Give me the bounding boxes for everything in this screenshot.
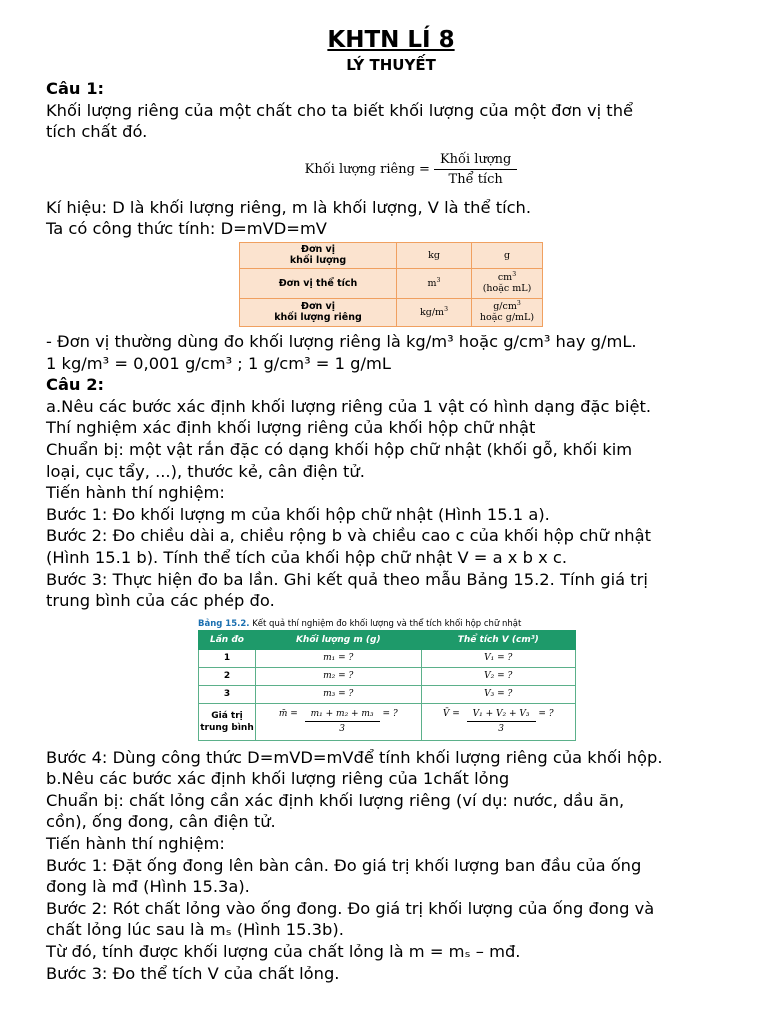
- table-cell: Đơn vị thể tích: [240, 268, 397, 298]
- table-cell: [421, 703, 575, 740]
- page-subtitle: LÝ THUYẾT: [346, 56, 436, 74]
- formula-denominator: Thể tích: [448, 172, 503, 188]
- formula-numerator: Khối lượng: [434, 152, 517, 170]
- table-cell: m₁ = ?: [256, 649, 422, 667]
- table-cell: V₂ = ?: [421, 667, 575, 685]
- unit-exponent: 3: [516, 300, 521, 308]
- page-title: KHTN LÍ 8: [327, 27, 455, 53]
- table-caption: [198, 618, 576, 630]
- text-line: Bước 4: Dùng công thức D=mVD=mVđể tính khối lượng riêng của khối hộp.: [46, 747, 663, 767]
- table-header: Khối lượng m (g): [256, 630, 422, 649]
- table-cell: g: [472, 242, 543, 268]
- text-line: Kí hiệu: D là khối lượng riêng, m là khối lượng, V là thể tích.: [46, 197, 532, 217]
- avg-v-numerator: V₁ + V₂ + V₃: [467, 709, 536, 722]
- unit-base: m: [427, 277, 437, 289]
- table-cell: m₃ = ?: [256, 685, 422, 703]
- table-caption-text: Kết quả thí nghiệm đo khối lượng và thể tích khối hộp chữ nhật: [249, 618, 522, 629]
- text-line: Tiến hành thí nghiệm:: [46, 483, 225, 503]
- table-cell: Giá trị trung bình: [199, 703, 256, 740]
- table-row: [199, 667, 576, 685]
- unit-exponent: 3: [512, 271, 517, 279]
- unit-exponent: 3: [444, 305, 448, 313]
- avg-m-numerator: m₁ + m₂ + m₃: [305, 709, 380, 722]
- density-formula: [86, 143, 736, 197]
- table-row: [240, 268, 543, 298]
- table-cell: Đơn vị khối lượng: [240, 242, 397, 268]
- table-cell: Đơn vị khối lượng riêng: [240, 298, 397, 326]
- avg-v-fraction: [467, 709, 536, 734]
- table-row: [240, 242, 543, 268]
- text-line: (Hình 15.1 b). Tính thể tích của khối hộp chữ nhật V = a x b x c.: [46, 547, 568, 567]
- table-cell: V₃ = ?: [421, 685, 575, 703]
- table-cell: kg: [397, 242, 472, 268]
- text-line: Bước 2: Rót chất lỏng vào ống đong. Đo giá trị khối lượng của ống đong và: [46, 898, 655, 918]
- text-line: cồn), ống đong, cân điện tử.: [46, 812, 276, 832]
- table-header: Lần đo: [199, 630, 256, 649]
- unit-note: hoặc g/mL): [479, 312, 535, 324]
- unit-exponent: 3: [436, 276, 441, 284]
- text-line: 1 kg/m³ = 0,001 g/cm³ ; 1 g/cm³ = 1 g/mL: [46, 353, 391, 373]
- text-line: Từ đó, tính được khối lượng của chất lỏng là m = mₛ – mđ.: [46, 942, 521, 962]
- avg-m-fraction: [305, 709, 380, 734]
- table-row: [199, 649, 576, 667]
- text-line: Bước 2: Đo chiều dài a, chiều rộng b và chiều cao c của khối hộp chữ nhật: [46, 526, 651, 546]
- formula-fraction: [434, 152, 517, 187]
- table-row: [240, 298, 543, 326]
- unit-base: g/cm: [493, 301, 517, 313]
- avg-m-rhs: = ?: [382, 709, 398, 720]
- text-line: Bước 3: Thực hiện đo ba lần. Ghi kết quả theo mẫu Bảng 15.2. Tính giá trị: [46, 569, 648, 589]
- unit-base: cm: [497, 272, 513, 284]
- text-line: đong là mđ (Hình 15.3a).: [46, 877, 250, 897]
- table-row: [199, 685, 576, 703]
- text-line: Ta có công thức tính: D=mVD=mV: [46, 219, 327, 239]
- table-cell: 2: [199, 667, 256, 685]
- text-line: Bước 1: Đặt ống đong lên bàn cân. Đo giá trị khối lượng ban đầu của ống: [46, 855, 642, 875]
- table-header: Thể tích V (cm³): [421, 630, 575, 649]
- avg-m-lhs: m̄ =: [278, 709, 298, 720]
- text-line: tích chất đó.: [46, 122, 148, 142]
- avg-v-rhs: = ?: [538, 709, 554, 720]
- table-row-average: [199, 703, 576, 740]
- table-cell: [397, 298, 472, 326]
- question-1-heading: Câu 1:: [46, 79, 105, 98]
- text-line: Thí nghiệm xác định khối lượng riêng của khối hộp chữ nhật: [46, 418, 536, 438]
- avg-m-denominator: 3: [339, 724, 345, 735]
- table-header-row: [199, 630, 576, 649]
- text-line: Tiến hành thí nghiệm:: [46, 834, 225, 854]
- text-line: Khối lượng riêng của một chất cho ta biết khối lượng của một đơn vị thể: [46, 100, 634, 120]
- text-line: Bước 1: Đo khối lượng m của khối hộp chữ nhật (Hình 15.1 a).: [46, 504, 550, 524]
- experiment-table: [198, 630, 576, 741]
- formula-lhs: Khối lượng riêng =: [304, 162, 430, 178]
- text-line: Chuẩn bị: một vật rắn đặc có dạng khối hộp chữ nhật (khối gỗ, khối kim: [46, 439, 633, 459]
- table-cell: 3: [199, 685, 256, 703]
- text-line: b.Nêu các bước xác định khối lượng riêng của 1chất lỏng: [46, 769, 510, 789]
- table-cell: [256, 703, 422, 740]
- text-line: Bước 3: Đo thể tích V của chất lỏng.: [46, 963, 340, 983]
- text-line: Chuẩn bị: chất lỏng cần xác định khối lượng riêng (ví dụ: nước, dầu ăn,: [46, 790, 625, 810]
- units-table-wrapper: [46, 242, 736, 327]
- document-page: [46, 26, 736, 984]
- avg-v-denominator: 3: [498, 724, 504, 735]
- unit-note: (hoặc mL): [482, 283, 532, 295]
- text-line: chất lỏng lúc sau là mₛ (Hình 15.3b).: [46, 920, 344, 940]
- table-cell: [472, 268, 543, 298]
- unit-base: kg/m: [420, 306, 445, 318]
- table-cell: V₁ = ?: [421, 649, 575, 667]
- text-line: - Đơn vị thường dùng đo khối lượng riêng là kg/m³ hoặc g/cm³ hay g/mL.: [46, 331, 637, 351]
- text-line: a.Nêu các bước xác định khối lượng riêng của 1 vật có hình dạng đặc biệt.: [46, 396, 652, 416]
- table-cell: 1: [199, 649, 256, 667]
- text-line: loại, cục tẩy, ...), thước kẻ, cân điện tử.: [46, 461, 365, 481]
- experiment-table-figure: [198, 618, 576, 741]
- table-cell: [397, 268, 472, 298]
- question-2-heading: Câu 2:: [46, 375, 105, 395]
- table-caption-label: Bảng 15.2.: [198, 618, 250, 629]
- avg-v-lhs: V̄ =: [442, 709, 460, 720]
- table-cell: m₂ = ?: [256, 667, 422, 685]
- table-cell: [472, 298, 543, 326]
- text-line: trung bình của các phép đo.: [46, 591, 275, 611]
- units-table: [239, 242, 543, 327]
